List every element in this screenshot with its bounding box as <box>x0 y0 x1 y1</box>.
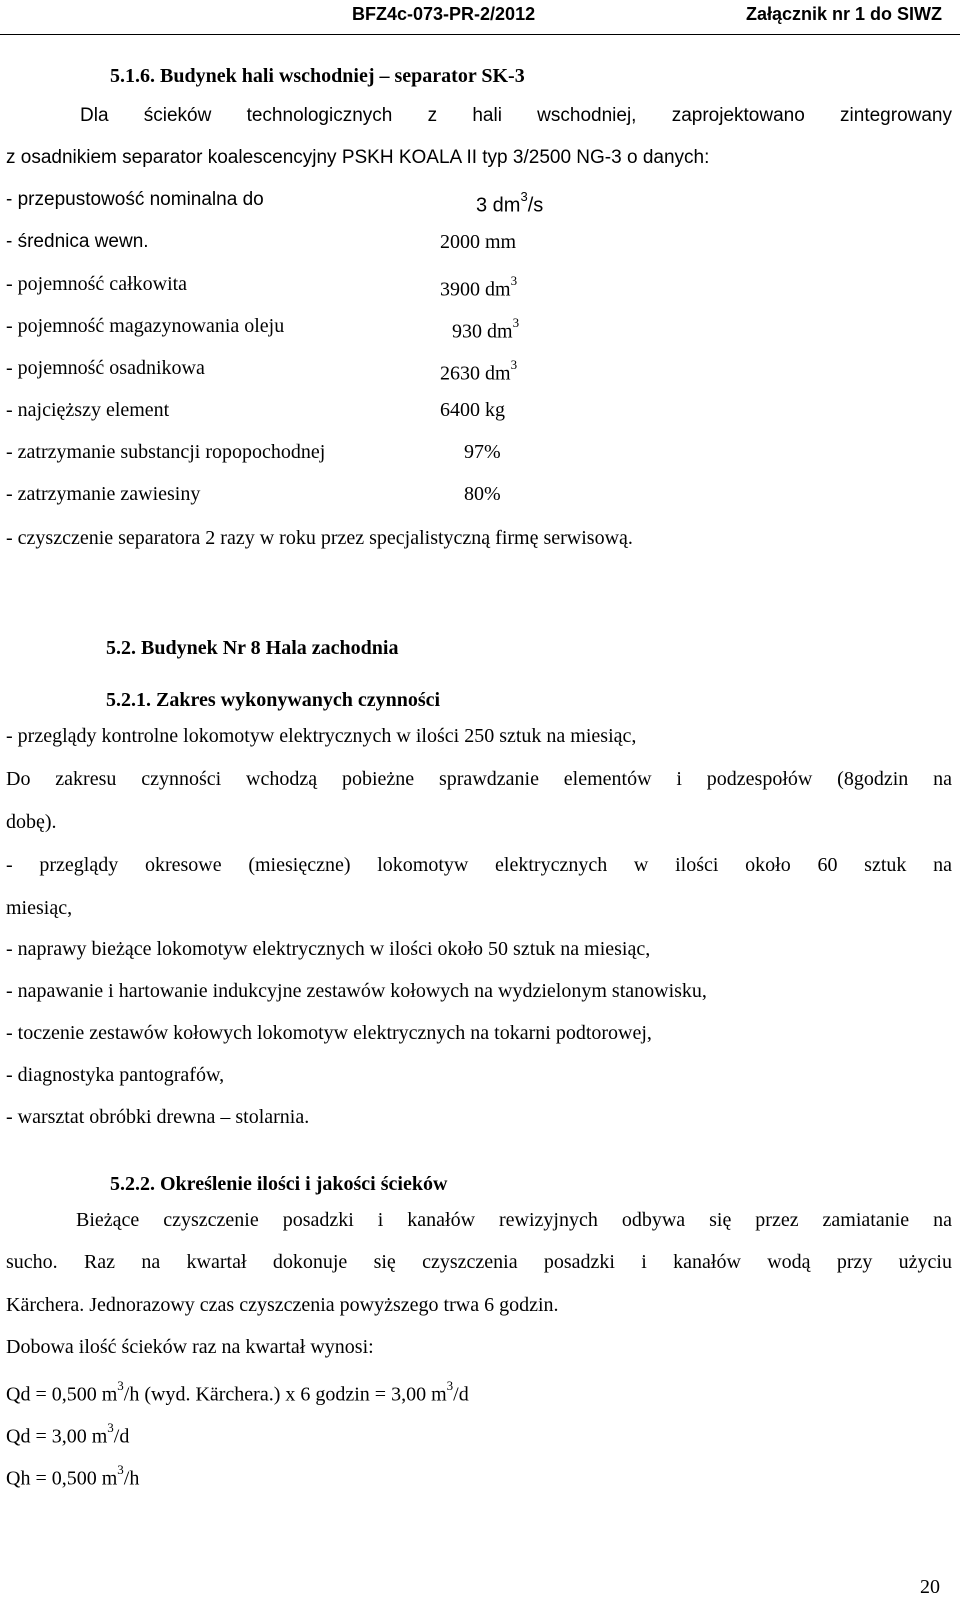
param-value: 97% <box>464 441 501 463</box>
param-label: - przepustowość nominalna do <box>6 189 264 210</box>
param-value: 2000 mm <box>440 231 517 253</box>
list-item: miesiąc, <box>6 897 73 919</box>
paragraph-line: sucho. Raz na kwartał dokonuje się czyszczenia posadzki i kanałów wodą przy użyciu <box>6 1251 952 1273</box>
param-value: 930 $dm^3$ <box>452 315 520 343</box>
cleaning-note: - czyszczenie separatora 2 razy w roku przez specjalistyczną firmę serwisową. <box>6 527 633 549</box>
header-rule <box>0 34 960 35</box>
list-item: - toczenie zestawów kołowych lokomotyw elektrycznych na tokarni podtorowej, <box>6 1022 652 1044</box>
section-516-intro-2: z osadnikiem separator koalescencyjny PSKH KOALA II typ 3/2500 NG-3 o danych: <box>6 147 710 168</box>
param-value: 6400 kg <box>440 399 505 421</box>
list-item: Do zakresu czynności wchodzą pobieżne sprawdzanie elementów i podzespołów (8godzin na <box>6 768 952 790</box>
formula-qh: Qh = 0,500 $m^3/h$ <box>6 1462 140 1490</box>
paragraph-line: Bieżące czyszczenie posadzki i kanałów rewizyjnych odbywa się przez zamiatanie na <box>76 1209 952 1231</box>
param-label: - najcięższy element <box>6 399 170 421</box>
param-value: 3 $dm^3/s$ <box>476 189 544 217</box>
list-item: - przeglądy kontrolne lokomotyw elektrycznych w ilości 250 sztuk na miesiąc, <box>6 725 637 747</box>
section-516-intro-1: Dla ścieków technologicznych z hali wschodniej, zaprojektowano zintegrowany <box>80 105 952 126</box>
list-item: - naprawy bieżące lokomotyw elektrycznych w ilości około 50 sztuk na miesiąc, <box>6 938 651 960</box>
list-item: dobę). <box>6 811 57 833</box>
param-label: - pojemność magazynowania oleju <box>6 315 285 337</box>
formula-qd-2: Qd = 3,00 $m^3/d$ <box>6 1420 130 1448</box>
param-label: - pojemność całkowita <box>6 273 188 295</box>
param-label: - zatrzymanie substancji ropopochodnej <box>6 441 326 463</box>
page-number: 20 <box>920 1576 940 1598</box>
list-item: - przeglądy okresowe (miesięczne) lokomotyw elektrycznych w ilości około 60 sztuk na <box>6 854 952 876</box>
header-attachment: Załącznik nr 1 do SIWZ <box>745 4 942 24</box>
daily-amount-line: Dobowa ilość ścieków raz na kwartał wynosi: <box>6 1336 374 1358</box>
list-item: - diagnostyka pantografów, <box>6 1064 225 1086</box>
param-label: - pojemność osadnikowa <box>6 357 205 379</box>
header-doc-id: BFZ4c-073-PR-2/2012 <box>352 4 536 24</box>
list-item: - warsztat obróbki drewna – stolarnia. <box>6 1106 310 1128</box>
section-52-title: 5.2. Budynek Nr 8 Hala zachodnia <box>106 637 399 659</box>
section-516-title: 5.1.6. Budynek hali wschodniej – separator SK-3 <box>110 65 525 87</box>
param-label: - średnica wewn. <box>6 231 149 252</box>
formula-qd-1: Qd = 0,500 $m^3/h$ (wyd. Kärchera.) x 6 godzin = 3,00 $m^3/d$ <box>6 1378 469 1406</box>
section-522-title: 5.2.2. Określenie ilości i jakości ścieków <box>110 1173 448 1195</box>
param-label: - zatrzymanie zawiesiny <box>6 483 201 505</box>
paragraph-line: Kärchera. Jednorazowy czas czyszczenia powyższego trwa 6 godzin. <box>6 1294 559 1316</box>
list-item: - napawanie i hartowanie indukcyjne zestawów kołowych na wydzielonym stanowisku, <box>6 980 707 1002</box>
param-value: 2630 $dm^3$ <box>440 357 518 385</box>
param-value: 80% <box>464 483 501 505</box>
param-value: 3900 $dm^3$ <box>440 273 518 301</box>
section-521-title: 5.2.1. Zakres wykonywanych czynności <box>106 689 441 711</box>
